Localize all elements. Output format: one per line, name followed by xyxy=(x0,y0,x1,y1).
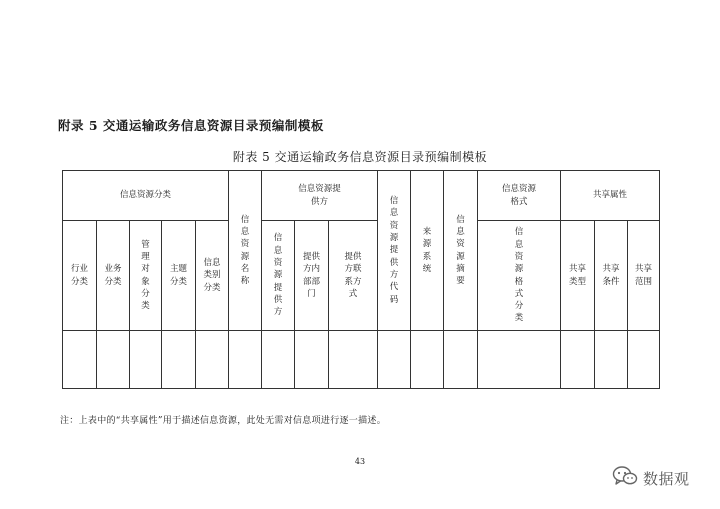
cell xyxy=(329,331,378,389)
header-classification: 信息资源分类 xyxy=(63,171,229,221)
col-provider-department: 提供方内部部门 xyxy=(295,221,329,331)
col-resource-provider: 信息资源提供方 xyxy=(262,221,295,331)
col-sharing-condition: 共享条件 xyxy=(595,221,628,331)
appendix-title: 附录 5 交通运输政务信息资源目录预编制模板 xyxy=(58,118,324,133)
col-managed-object-class: 管理对象分类 xyxy=(130,221,162,331)
table-note: 注：上表中的“共享属性”用于描述信息资源，此处无需对信息项进行逐一描述。 xyxy=(60,416,387,426)
cell xyxy=(162,331,196,389)
watermark-text: 数据观 xyxy=(643,469,690,488)
col-provider-contact: 提供方联系方式 xyxy=(329,221,378,331)
page-number: 43 xyxy=(354,457,366,466)
col-sharing-type: 共享类型 xyxy=(561,221,595,331)
cell xyxy=(97,331,130,389)
col-industry-class: 行业分类 xyxy=(63,221,97,331)
cell xyxy=(295,331,329,389)
col-format-class: 信息资源格式分类 xyxy=(478,221,561,331)
cell xyxy=(628,331,660,389)
watermark xyxy=(612,463,690,493)
cell xyxy=(411,331,444,389)
cell xyxy=(229,331,262,389)
cell xyxy=(130,331,162,389)
table-caption: 附表 5 交通运输政务信息资源目录预编制模板 xyxy=(232,150,488,164)
header-provider-code: 信息资源提供方代码 xyxy=(378,171,411,331)
table-row xyxy=(63,331,660,389)
cell xyxy=(561,331,595,389)
header-summary: 信息资源摘要 xyxy=(444,171,478,331)
cell xyxy=(444,331,478,389)
header-sharing: 共享属性 xyxy=(561,171,660,221)
wechat-icon xyxy=(612,465,638,491)
cell xyxy=(63,331,97,389)
header-provider: 信息资源提供方 xyxy=(262,171,378,221)
catalog-template-table xyxy=(62,170,660,389)
header-format: 信息资源格式 xyxy=(478,171,561,221)
col-sharing-scope: 共享范围 xyxy=(628,221,660,331)
col-info-category-class: 信息类别分类 xyxy=(196,221,229,331)
header-resource-name: 信息资源名称 xyxy=(229,171,262,331)
cell xyxy=(595,331,628,389)
cell xyxy=(196,331,229,389)
col-business-class: 业务分类 xyxy=(97,221,130,331)
col-topic-class: 主题分类 xyxy=(162,221,196,331)
cell xyxy=(262,331,295,389)
header-source-system: 来源系统 xyxy=(411,171,444,331)
cell xyxy=(378,331,411,389)
cell xyxy=(478,331,561,389)
